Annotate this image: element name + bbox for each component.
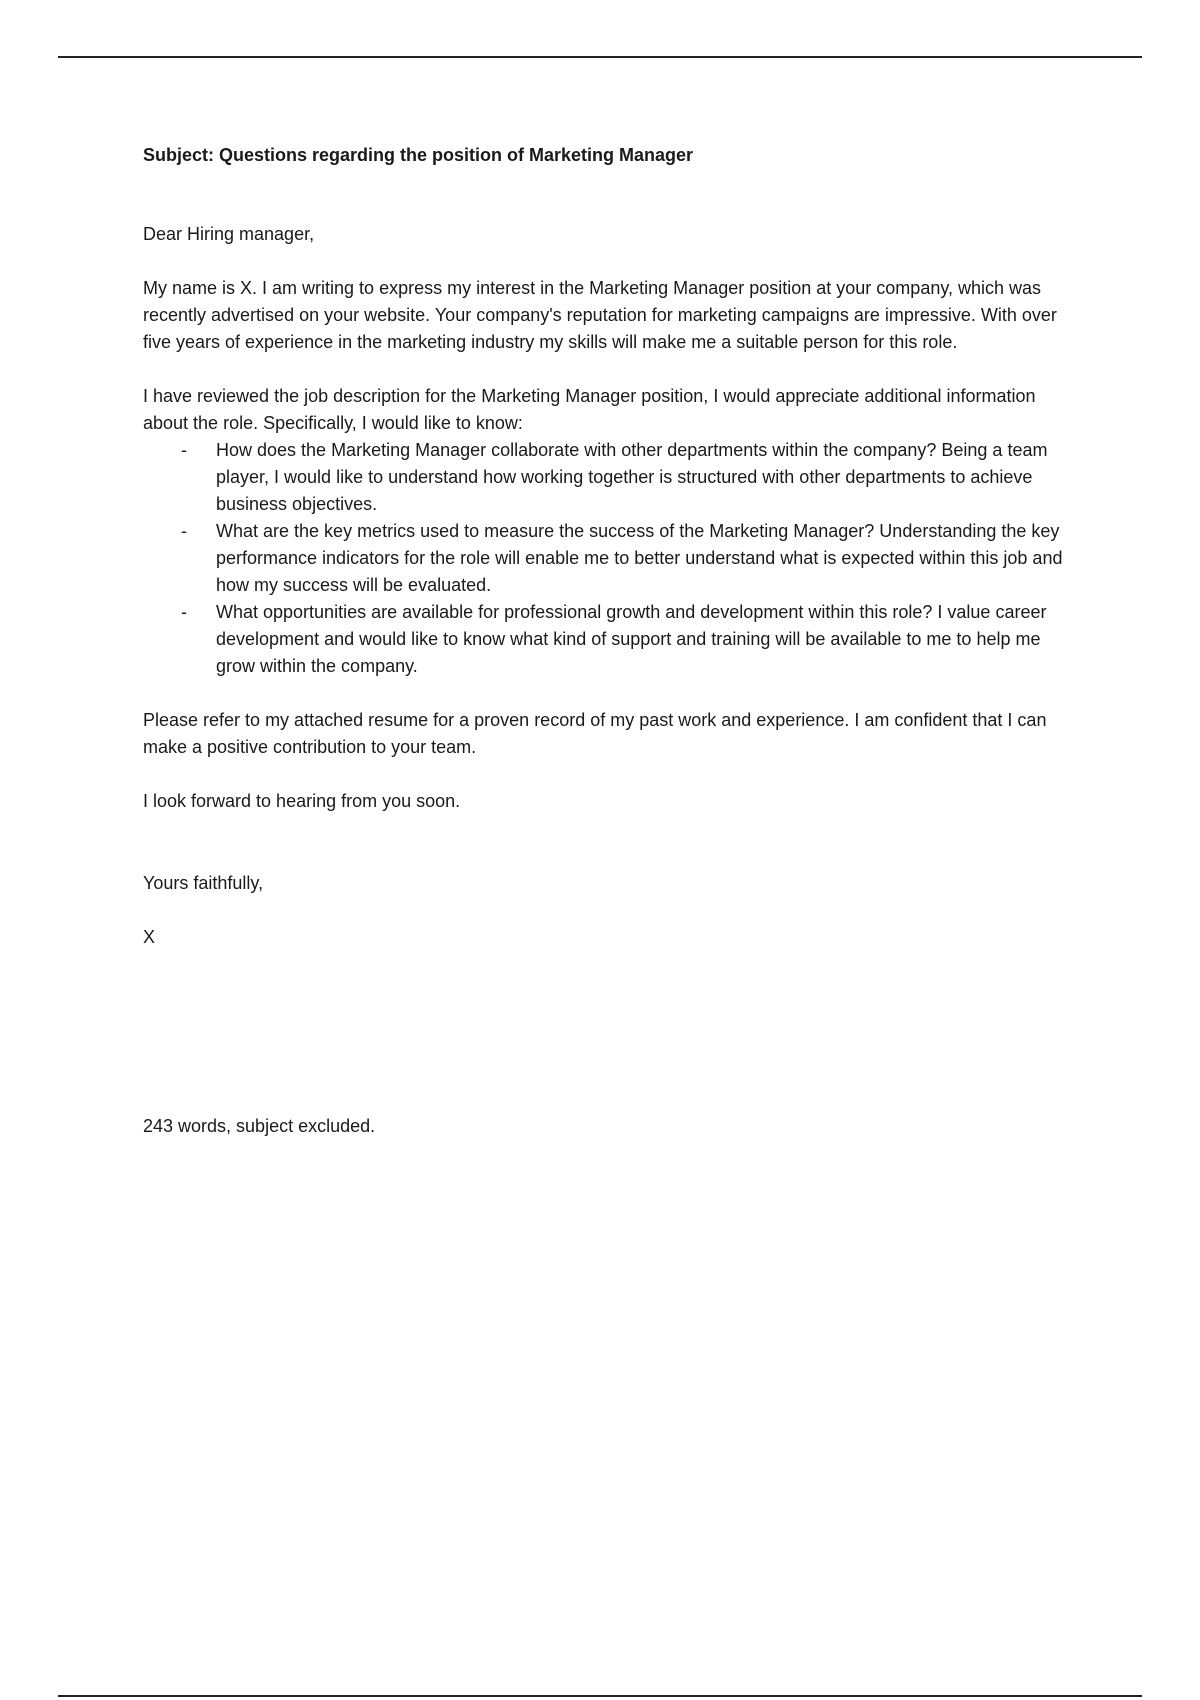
bullet-dash: - [181, 521, 187, 541]
question-text: How does the Marketing Manager collaborate with other departments within the company? Being a team player, I would like to understand how working together is structured with other departments to achieve business objectives. [216, 440, 1048, 514]
resume-paragraph: Please refer to my attached resume for a proven record of my past work and experience. I am confident that I can make a positive contribution to your team. [143, 710, 1047, 757]
intro-paragraph: My name is X. I am writing to express my interest in the Marketing Manager position at your company, which was recently advertised on your website. Your company's reputation for marketing campaigns are impressive. With over five years of experience in the marketing industry my skills will make me a suitable person for this role. [143, 278, 1057, 352]
bullet-dash: - [181, 440, 187, 460]
bullet-dash: - [181, 602, 187, 622]
letter-subject: Subject: Questions regarding the position of Marketing Manager [143, 145, 694, 165]
word-count-note: 243 words, subject excluded. [143, 1116, 376, 1136]
closing-line: I look forward to hearing from you soon. [143, 791, 461, 811]
top-rule [58, 56, 1142, 58]
question-list [143, 437, 1063, 680]
list-item [143, 437, 1063, 518]
bottom-rule [58, 1695, 1142, 1697]
list-item [143, 599, 1063, 680]
signoff: Yours faithfully, [143, 873, 264, 893]
signature: X [143, 927, 156, 947]
question-text: What are the key metrics used to measure the success of the Marketing Manager? Understanding the key performance indicators for the role will enable me to better understand what is expected within this job and how my success will be evaluated. [216, 521, 1063, 595]
list-item [143, 518, 1063, 599]
question-text: What opportunities are available for professional growth and development within this role? I value career development and would like to know what kind of support and training will be available to me to help me grow within the company. [216, 602, 1047, 676]
letter-body [143, 142, 1063, 1140]
questions-intro-paragraph: I have reviewed the job description for the Marketing Manager position, I would appreciate additional information about the role. Specifically, I would like to know: [143, 386, 1036, 433]
salutation: Dear Hiring manager, [143, 224, 315, 244]
